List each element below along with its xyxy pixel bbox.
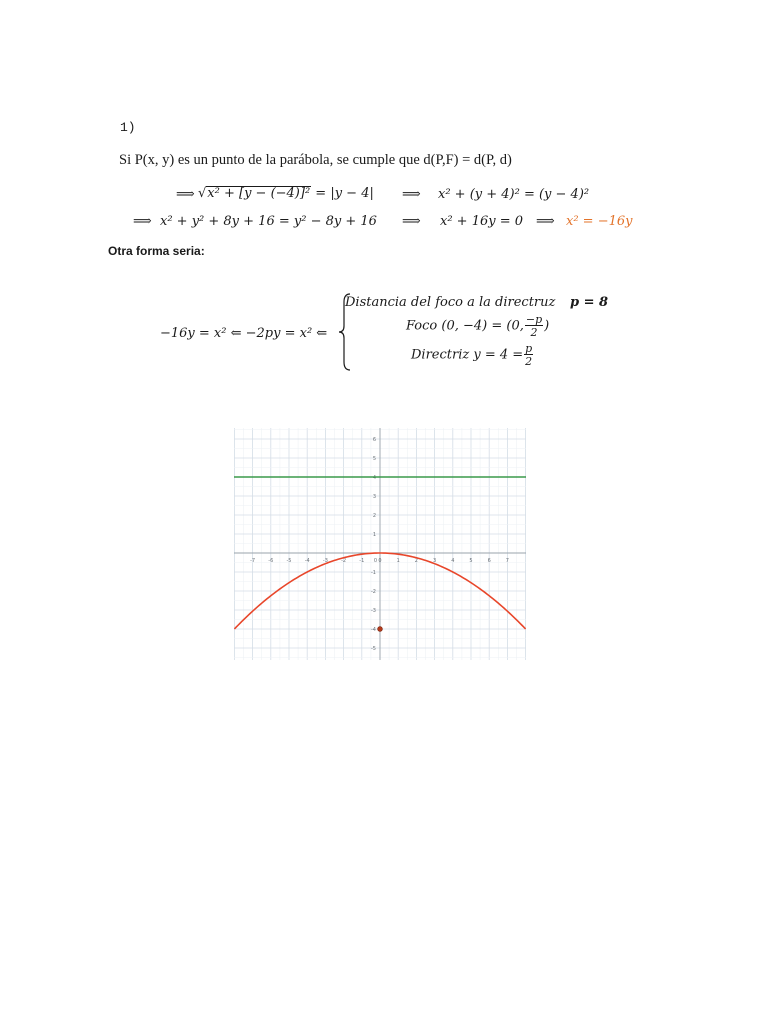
fraction-p-over-2 [524,343,533,367]
step1-arrow: ⟹ [176,187,195,202]
x-tick-label: 2 [414,558,418,564]
alt-lhs: −16y = x² ⇐ −2py = x² ⇐ [160,326,328,341]
step1-lhs [198,186,374,201]
y-tick-label: -2 [371,589,376,595]
step2-lhs: x² + y² + 8y + 16 = y² − 8y + 16 [160,214,377,229]
x-tick-label: -6 [268,558,274,564]
x-tick-label: -3 [322,558,328,564]
x-tick-label: -1 [359,558,365,564]
fraction-denominator: 2 [525,355,533,368]
x-tick-label: 1 [396,558,400,564]
x-tick-label: 0 [378,558,382,564]
x-tick-label: -4 [304,558,310,564]
fraction-numerator: −p [525,313,543,326]
y-tick-label: 3 [372,494,376,500]
y-tick-label: -5 [371,646,376,652]
y-tick-label: -4 [371,627,376,633]
step2-result: x² = −16y [566,214,633,229]
parabola-graph [234,428,526,660]
alt-line2-suffix: ) [544,318,550,334]
step1-abs: = |y − 4| [311,186,374,201]
x-tick-label: -2 [341,558,347,564]
y-tick-label: 1 [372,532,376,538]
x-tick-label: 5 [469,558,473,564]
step1-rhs: x² + (y + 4)² = (y − 4)² [438,187,590,202]
y-tick-label: 2 [372,513,376,519]
y-tick-label: 5 [372,456,376,462]
step2-arrow: ⟹ [133,214,152,229]
y-tick-label: 6 [372,437,376,443]
fraction-numerator: p [525,342,533,355]
alt-line2-prefix: Foco (0, −4) = (0, [406,318,524,334]
alt-line2 [406,314,549,338]
step2-arrow-3: ⟹ [536,214,555,229]
other-form-label: Otra forma seria: [108,244,205,258]
alt-line1: Distancia del foco a la directruz [345,295,556,310]
y-tick-label: 4 [372,475,376,481]
focus-point [378,627,383,632]
sqrt-sign: √ [198,186,207,201]
problem-statement: Si P(x, y) es un punto de la parábola, se cumple que d(P,F) = d(P, d) [119,152,512,168]
y-tick-label: -3 [371,608,376,614]
problem-number: 1) [120,120,136,135]
alt-line1-value: p = 8 [570,295,609,310]
x-tick-label: 3 [433,558,437,564]
x-tick-label: -7 [250,558,256,564]
step1-arrow-2: ⟹ [402,187,421,202]
step2-arrow-2: ⟹ [402,214,421,229]
step2-mid: x² + 16y = 0 [440,214,524,229]
origin-label: 0 [373,558,377,564]
x-tick-label: 6 [487,558,491,564]
x-tick-label: -5 [286,558,292,564]
fraction-denominator: 2 [530,326,538,339]
x-tick-label: 7 [505,558,509,564]
x-tick-label: 4 [451,558,455,564]
alt-line3 [411,343,534,367]
fraction-neg-p-over-2 [525,314,543,338]
sqrt-body: x² + [y − (−4)]² [207,186,311,201]
y-tick-label: -1 [371,570,376,576]
alt-line3-prefix: Directriz y = 4 = [411,347,524,363]
